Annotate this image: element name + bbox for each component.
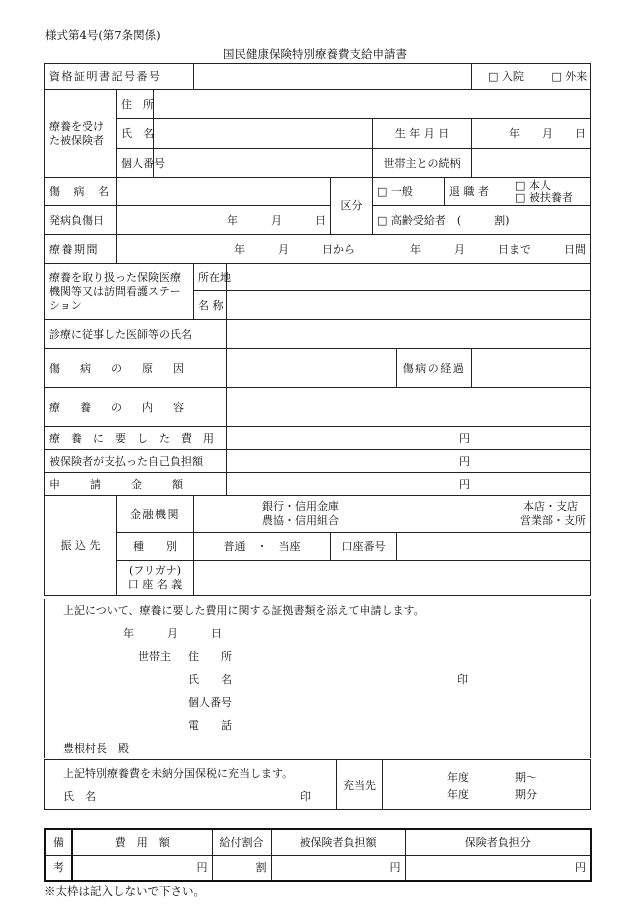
declaration-date[interactable]: 年 月 日 — [123, 627, 222, 640]
insured-share-value[interactable]: 円 — [271, 855, 405, 881]
rate-value[interactable]: 割 — [212, 855, 271, 881]
rate-header: 給付割合 — [212, 829, 271, 855]
bank-types-line2: 農協・信用組合 — [262, 514, 339, 527]
self-checkbox[interactable]: □ 本人 — [515, 178, 551, 192]
doctor-name-label: 診療に従事した医師等の氏名 — [45, 320, 227, 349]
injury-name-field[interactable] — [117, 178, 331, 206]
remarks-label-2: 考 — [45, 855, 72, 881]
allocation-seal: 印 — [300, 790, 311, 803]
yen-unit: 円 — [459, 454, 470, 468]
qualification-no-label: 資格証明書記号番号 — [45, 64, 194, 90]
allocation-year-from[interactable]: 年度 — [447, 771, 469, 784]
relationship-field[interactable] — [472, 149, 591, 178]
table-row — [45, 427, 591, 450]
treatment-period-label: 療養期間 — [45, 235, 117, 264]
retiree-label: 退 職 者 — [449, 185, 489, 198]
institution-name-label: 名 称 — [194, 291, 227, 320]
table-row — [45, 450, 591, 473]
allocation-name-label: 氏 名 — [63, 790, 96, 803]
insurer-share-value[interactable]: 円 — [405, 855, 591, 881]
address-label: 住 所 — [117, 90, 154, 119]
cost-value[interactable]: 円 — [72, 855, 212, 881]
office-use-table — [44, 828, 592, 882]
table-row — [45, 533, 591, 561]
account-type-label: 種 別 — [117, 533, 194, 561]
doctor-name-field[interactable] — [227, 320, 591, 349]
allocation-term-to[interactable]: 期分 — [515, 788, 537, 801]
onset-date-label: 発病負傷日 — [45, 206, 117, 235]
table-row — [45, 496, 591, 533]
institution-location-field[interactable] — [227, 264, 591, 291]
householder-name-label: 氏 名 — [188, 673, 232, 686]
holder-label: 口 座 名 義 — [127, 578, 183, 591]
insured-person-label: 療養を受けた被保険者 — [45, 90, 117, 178]
retiree-field[interactable] — [445, 178, 591, 206]
admission-type-field[interactable] — [472, 64, 591, 90]
account-holder-label — [117, 561, 194, 596]
onset-date-field[interactable]: 年 月 日 — [117, 206, 331, 235]
table-row — [45, 119, 591, 149]
table-row — [45, 388, 591, 427]
application-form-table — [44, 63, 591, 596]
birth-date-label: 生 年 月 日 — [373, 119, 472, 149]
elderly-recipient-checkbox[interactable]: □ 高齢受給者 ( 割) — [373, 206, 591, 235]
householder-label: 世帯主 — [138, 650, 171, 663]
householder-address-label: 住 所 — [188, 650, 232, 663]
table-row — [45, 90, 591, 119]
self-pay-field[interactable] — [227, 450, 591, 473]
dependent-checkbox[interactable]: □ 被扶養者 — [515, 190, 573, 204]
table-row — [45, 235, 591, 264]
declaration-section — [44, 599, 591, 758]
cost-header: 費 用 額 — [72, 829, 212, 855]
relationship-label: 世帯主との続柄 — [373, 149, 472, 178]
account-number-label: 口座番号 — [331, 533, 397, 561]
table-row — [45, 829, 591, 855]
yen-unit: 円 — [459, 431, 470, 445]
bank-types-line1: 銀行・信用金庫 — [262, 500, 339, 513]
qualification-no-field[interactable] — [194, 64, 472, 90]
table-row — [45, 64, 591, 90]
allocation-section — [44, 759, 591, 810]
seal-mark: 印 — [457, 673, 468, 686]
institution-location-label: 所在地 — [194, 264, 227, 291]
injury-cause-label: 傷病の原因 — [45, 349, 227, 388]
injury-course-field[interactable] — [472, 349, 591, 388]
insured-share-header: 被保険者負担額 — [271, 829, 405, 855]
yen-unit: 円 — [459, 477, 470, 491]
claim-amount-label: 申請金額 — [45, 473, 227, 496]
injury-course-label: 傷病の経過 — [397, 349, 472, 388]
bank-label: 金融機関 — [117, 496, 194, 533]
claim-amount-field[interactable] — [227, 473, 591, 496]
address-field[interactable] — [154, 90, 591, 119]
treatment-content-field[interactable] — [227, 388, 591, 427]
remarks-label-1: 備 — [45, 829, 72, 855]
table-row — [45, 178, 591, 206]
form-number: 様式第4号(第7条関係) — [45, 28, 161, 42]
table-row — [45, 473, 591, 496]
table-row — [45, 320, 591, 349]
table-row — [45, 264, 591, 291]
allocation-term-from[interactable]: 期〜 — [515, 771, 537, 784]
branch-line2: 営業部・支所 — [520, 514, 586, 527]
bank-field[interactable] — [194, 496, 591, 533]
inpatient-checkbox[interactable]: □ 入院 — [488, 70, 524, 83]
category-label: 区分 — [331, 178, 373, 235]
document-title: 国民健康保険特別療養費支給申請書 — [223, 47, 407, 61]
treatment-content-label: 療養の内容 — [45, 388, 227, 427]
allocation-year-to[interactable]: 年度 — [447, 788, 469, 801]
my-number-field[interactable] — [154, 149, 373, 178]
insurer-share-header: 保険者負担分 — [405, 829, 591, 855]
branch-line1: 本店・支店 — [523, 500, 578, 513]
institution-name-field[interactable] — [227, 291, 591, 320]
account-holder-field[interactable] — [194, 561, 591, 596]
injury-name-label: 傷 病 名 — [45, 178, 117, 206]
my-number-label: 個人番号 — [117, 149, 154, 178]
treatment-cost-field[interactable] — [227, 427, 591, 450]
name-label: 氏 名 — [117, 119, 154, 149]
declaration-text: 上記について、療養に要した費用に関する証拠書類を添えて申請します。 — [63, 604, 425, 617]
transfer-destination-label: 振 込 先 — [45, 496, 117, 596]
table-row — [45, 149, 591, 178]
general-checkbox[interactable]: □ 一般 — [373, 178, 445, 206]
allocation-destination-label: 充当先 — [336, 760, 383, 809]
addressee: 豊根村長 殿 — [63, 742, 129, 755]
table-row — [45, 349, 591, 388]
table-row — [45, 855, 591, 881]
table-row — [45, 561, 591, 596]
householder-my-number-label: 個人番号 — [188, 696, 232, 709]
treatment-cost-label: 療養に要した費用 — [45, 427, 227, 450]
institution-label: 療養を取り扱った保険医療機関等又は訪問看護ステーション — [45, 264, 194, 320]
table-row — [45, 206, 591, 235]
footer-note: ※太枠は記入しないで下さい。 — [44, 884, 205, 898]
name-field[interactable] — [154, 119, 373, 149]
furigana-label: (フリガナ) — [128, 564, 182, 577]
injury-cause-field[interactable] — [227, 349, 397, 388]
self-pay-label: 被保険者が支払った自己負担額 — [45, 450, 227, 473]
account-type-field[interactable]: 普通 ・ 当座 — [194, 533, 331, 561]
birth-date-field[interactable]: 年 月 日 — [472, 119, 591, 149]
outpatient-checkbox[interactable]: □ 外来 — [551, 70, 588, 83]
householder-phone-label: 電 話 — [188, 719, 232, 732]
allocation-text: 上記特別療養費を未納分国保税に充当します。 — [63, 767, 294, 780]
account-number-field[interactable] — [397, 533, 591, 561]
treatment-period-field[interactable]: 年 月 日から 年 月 日まで 日間 — [117, 235, 591, 264]
